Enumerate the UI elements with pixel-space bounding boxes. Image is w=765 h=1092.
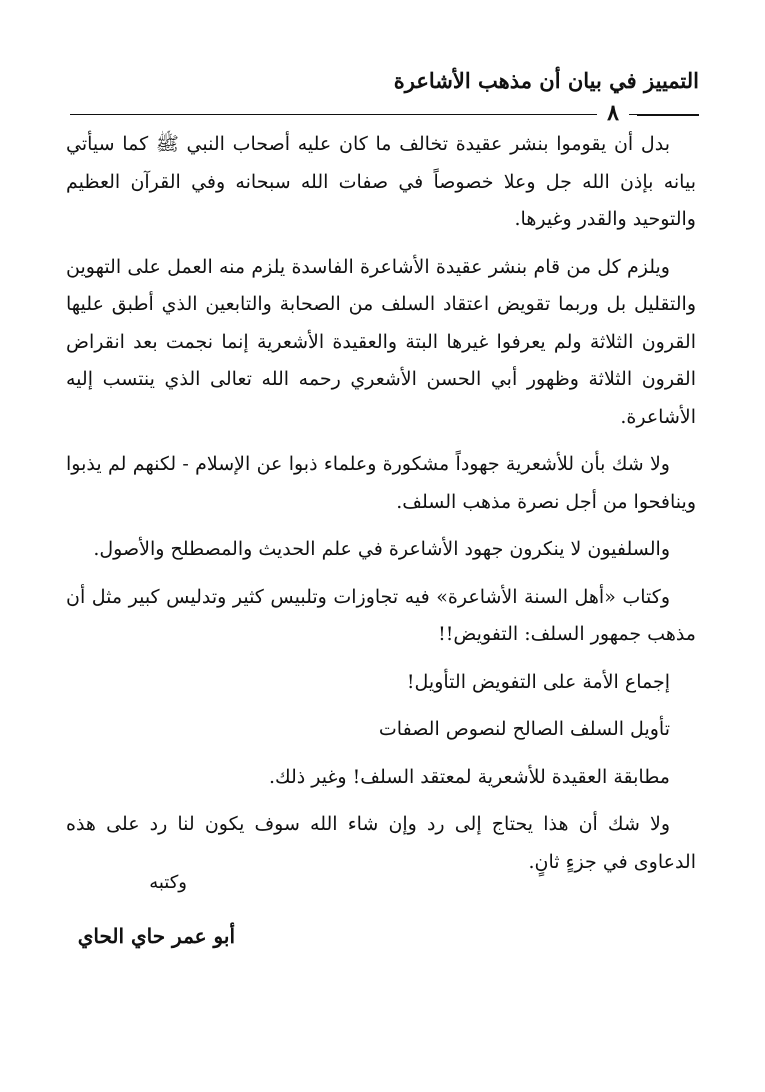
signoff: وكتبه <box>149 872 187 893</box>
running-title: التمييز في بيان أن مذهب الأشاعرة <box>393 68 699 93</box>
page-number-rule <box>637 114 699 116</box>
paragraph-2: ويلزم كل من قام بنشر عقيدة الأشاعرة الفاسدة يلزم منه العمل على التهوين والتقليل بل وربما تقويض اعتقاد السلف من الصحابة والتابعين الذي أطبق عليها القرون الثلاثة ولم يعرفوا غيرها البتة والعقيدة الأشعرية إنما نجمت بعد انقراض القرون الثلاثة وظهور أبي الحسن الأشعري رحمه الله تعالى الذي ينتسب إليه الأشاعرة. <box>66 255 696 428</box>
paragraph-3: ولا شك بأن للأشعرية جهوداً مشكورة وعلماء ذبوا عن الإسلام - لكنهم لم يذبوا وينافحوا من أجل نصرة مذهب السلف. <box>66 453 696 513</box>
list-item-2: تأويل السلف الصالح لنصوص الصفات <box>378 718 670 740</box>
paragraph-1: بدل أن يقوموا بنشر عقيدة تخالف ما كان عليه أصحاب النبي ﷺ كما سيأتي بيانه بإذن الله جل وعلا خصوصاً في صفات الله سبحانه وفي القرآن العظيم والتوحيد والقدر وغيرها. <box>66 133 696 230</box>
paragraph-5: وكتاب «أهل السنة الأشاعرة» فيه تجاوزات وتلبيس كثير وتدليس كبير مثل أن مذهب جمهور السلف: التفويض!! <box>66 585 696 645</box>
body-text <box>66 126 696 891</box>
paragraph-6: ولا شك أن هذا يحتاج إلى رد وإن شاء الله سوف يكون لنا رد على هذه الدعاوى في جزءٍ ثانٍ. <box>66 813 696 873</box>
page-number: ٨ <box>597 96 629 130</box>
paragraph-4: والسلفيون لا ينكرون جهود الأشاعرة في علم الحديث والمصطلح والأصول. <box>93 538 670 560</box>
author-signature: أبو عمر حاي الحاي <box>77 924 235 948</box>
list-item-1: إجماع الأمة على التفويض التأويل! <box>406 670 670 693</box>
list-item-3: مطابقة العقيدة للأشعرية لمعتقد السلف! وغير ذلك. <box>268 765 670 788</box>
